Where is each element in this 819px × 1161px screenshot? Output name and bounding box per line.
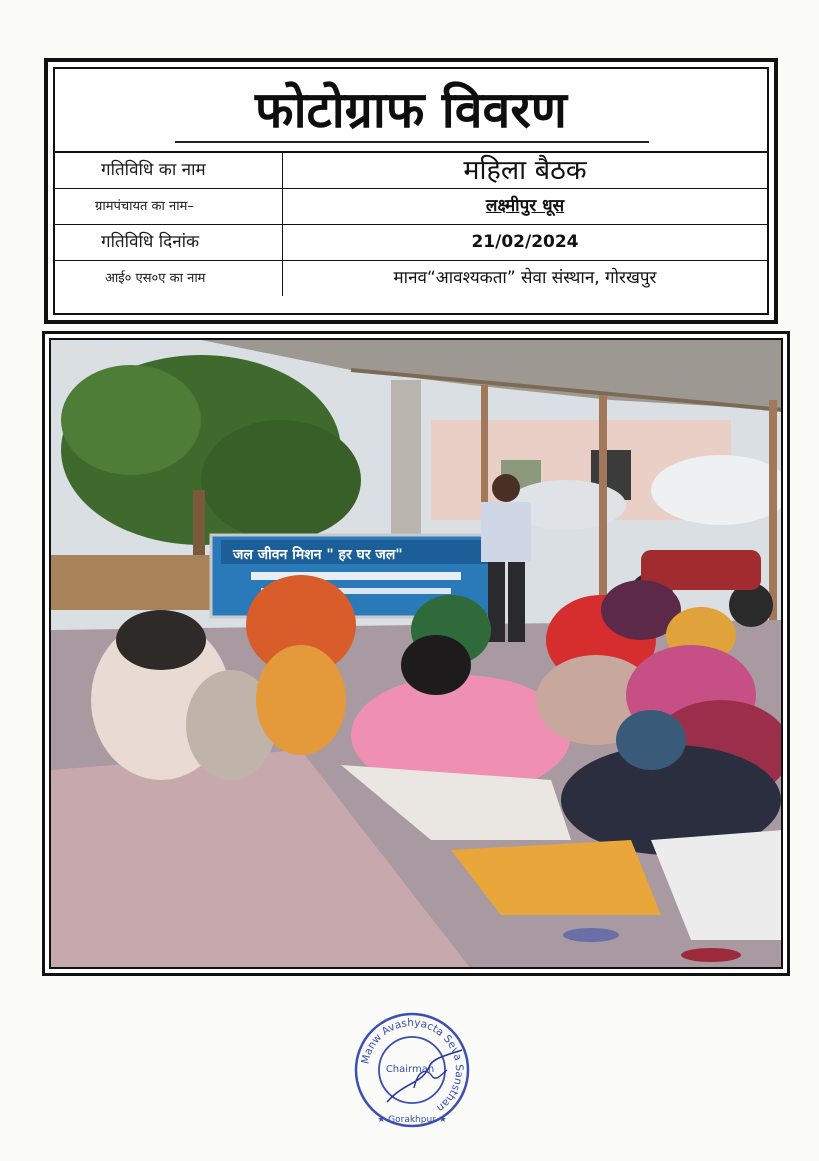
speaker-head [492, 474, 520, 502]
background-pole [391, 380, 421, 540]
meeting-photo-illustration [51, 340, 783, 969]
activity-date-label: गतिविधि दिनांक [55, 225, 283, 260]
meeting-photo-frame [42, 331, 790, 976]
meeting-photo [49, 338, 783, 969]
seal-bottom-text: ★ Gorakhpur ★ [377, 1115, 447, 1125]
seal-center-text: Chairman [385, 1064, 435, 1075]
details-row-isa-name [55, 261, 767, 296]
info-box-inner-border [53, 67, 769, 315]
details-row-panchayat-name [55, 189, 767, 225]
document-title: फोटोग्राफ विवरण [255, 81, 567, 139]
activity-date-value: 21/02/2024 [471, 232, 579, 252]
activity-name-value: महिला बैठक [463, 155, 587, 186]
details-table [55, 151, 767, 296]
activity-name-label: गतिविधि का नाम [55, 153, 283, 188]
banner-text: जल जीवन मिशन " हर घर जल" [233, 547, 403, 563]
seal-ring-text: Manw Avashyacta Seva Sansthan [359, 1016, 466, 1115]
activity-info-box [44, 58, 778, 324]
panchayat-name-value: लक्ष्मीपुर धूस [485, 196, 565, 216]
panchayat-name-label: ग्रामपंचायत का नाम– [55, 189, 283, 224]
isa-name-label: आई० एस०ए का नाम [55, 261, 283, 296]
shed-pole [599, 395, 607, 625]
organisation-seal [352, 1010, 472, 1130]
isa-name-value: मानव“आवश्यकता” सेवा संस्थान, गोरखपुर [393, 268, 657, 288]
details-row-activity-date [55, 225, 767, 261]
speaker-shirt [481, 502, 531, 562]
details-row-activity-name [55, 153, 767, 189]
title-underline [175, 141, 649, 143]
brick-stack [51, 555, 211, 610]
